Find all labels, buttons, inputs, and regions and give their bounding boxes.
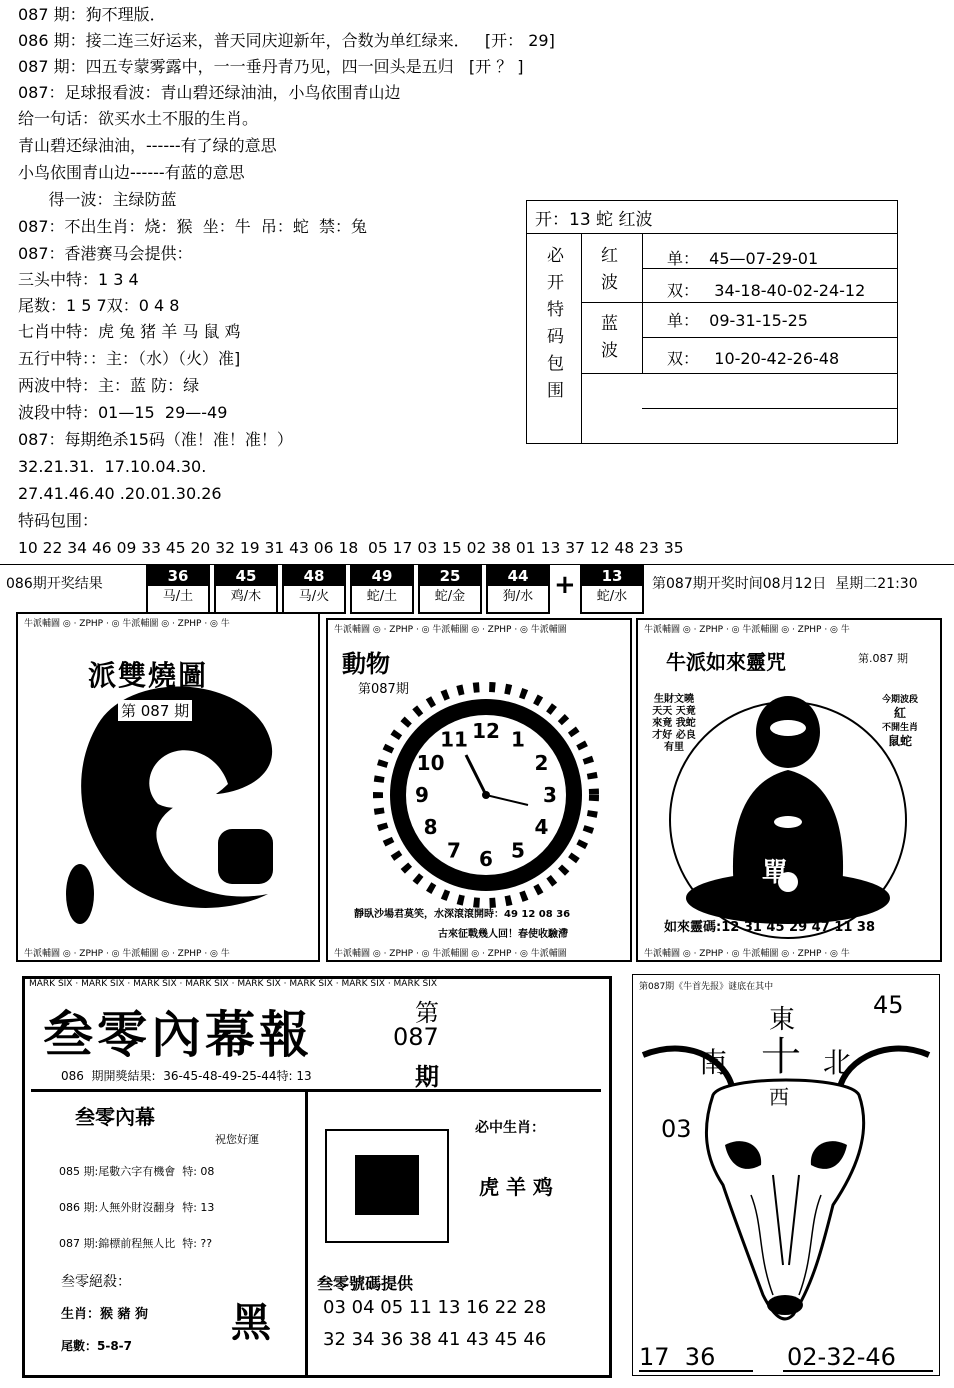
- panel-edge-text: MARK SIX · MARK SIX · MARK SIX · MARK SIX · MARK SIX · MARK SIX · MARK SIX · MARK SIX: [29, 979, 438, 989]
- direction-south: 南: [699, 1046, 728, 1079]
- issue-bottom: 期: [415, 1063, 439, 1091]
- result-ball: 49 蛇/土: [350, 564, 414, 614]
- issue-number: 087: [393, 1023, 439, 1051]
- kill-tail: 尾數：5-8-7: [61, 1339, 133, 1353]
- panel-edge-text: 牛派輔圖 ◎ · ZPHP · ◎ 牛派輔圖 ◎ · ZPHP · ◎ 牛派輔圖: [334, 949, 567, 959]
- sanling-title: 叁零內幕報: [43, 1006, 313, 1064]
- image-frame: [325, 1129, 449, 1243]
- clock-numeral: 12: [472, 719, 500, 743]
- clock-numeral: 11: [440, 727, 468, 752]
- baowei-side-label: 必 开 特 码 包 围: [547, 246, 564, 401]
- clock-caption: 古來征戰幾人回！春使收驗滯: [438, 929, 568, 940]
- direction-west: 西: [769, 1085, 789, 1109]
- clock-numeral: 10: [416, 751, 445, 775]
- must-label: 必中生肖：: [475, 1120, 545, 1136]
- result-ball: 45 鸡/木: [214, 564, 278, 614]
- panel-poem: 生財文曉 天天 天竟 來竟 我蛇 才好 必良 有里: [652, 694, 696, 753]
- sanling-result: 086 期開獎結果: 36-45-48-49-25-44特: 13: [61, 1069, 312, 1083]
- red-wave-label: 红波: [601, 246, 618, 293]
- panel-title: 動物: [342, 650, 390, 678]
- text-line: 波段中特：01—15 29—-49: [18, 403, 228, 422]
- text-line: 087：足球报看波：青山碧还绿油油，小鸟依围青山边: [18, 83, 401, 102]
- text-line: 087：不出生肖：烧：猴 坐：牛 吊：蛇 禁：兔: [18, 217, 368, 236]
- kill-heading: 叁零絕殺：: [61, 1274, 131, 1290]
- issue-top: 第: [415, 999, 439, 1027]
- text-line: 小鸟依围青山边------有蓝的意思: [18, 163, 245, 182]
- blue-double: 双： 10-20-42-26-48: [667, 349, 840, 368]
- text-line: 尾数：1 5 7双：0 4 8: [18, 296, 180, 315]
- must-values: 虎 羊 鸡: [479, 1175, 553, 1199]
- clock-numeral: 5: [511, 838, 525, 863]
- blue-wave-label: 蓝波: [601, 314, 618, 361]
- red-single: 单： 45—07-29-01: [667, 249, 819, 268]
- clock-numeral: 1: [511, 727, 525, 752]
- panel-issue: 第087期: [358, 682, 409, 697]
- special-ball: 13 蛇/水: [580, 564, 644, 614]
- clock-numeral: 4: [534, 815, 549, 839]
- plus-sign: +: [554, 570, 576, 600]
- text-line: 三头中特：1 3 4: [18, 270, 139, 289]
- entry: 085 期:尾數六字有機會 特: 08: [59, 1165, 215, 1178]
- number-line: 10 22 34 46 09 33 45 20 32 19 31 43 06 18 05 17 03 15 02 38 01 13 37 12 48 23 35: [18, 539, 684, 557]
- panel-issue: 第 087 期: [118, 700, 192, 721]
- bottom-left-numbers: 17 36: [639, 1343, 716, 1371]
- clock-numeral: 9: [415, 783, 429, 807]
- seal-mark: 單: [762, 858, 789, 888]
- panel-edge-text: 牛派輔圖 ◎ · ZPHP · ◎ 牛派輔圖 ◎ · ZPHP · ◎ 牛: [644, 625, 850, 635]
- clock-numeral: 8: [423, 815, 438, 839]
- skull-top-text: 第087期《牛首先报》谜底在其中: [639, 982, 774, 992]
- baowei-header: 开：13 蛇 红波: [535, 210, 653, 230]
- panel-sanling: [22, 976, 612, 1378]
- text-line: 特码包围：: [18, 511, 99, 530]
- text-line: 五行中特：：主：（水）（火）准]: [18, 349, 241, 368]
- text-line: 给一句话：欲买水土不服的生肖。: [18, 109, 259, 128]
- text-line: 087：香港赛马会提供：: [18, 244, 193, 263]
- rulai-numbers: 如來靈碼:12 31 45 29 47 11 38: [664, 920, 875, 935]
- text-line: 087 期：狗不理版．: [18, 5, 166, 24]
- text-line: 32.21.31. 17.10.04.30.: [18, 457, 207, 476]
- buddha-figure: [638, 620, 940, 960]
- text-line: 087 期：四五专蒙雾露中，一一垂丹青乃见，四一回头是五归 [开 ？ ]: [18, 57, 524, 76]
- result-ball: 48 马/火: [282, 564, 346, 614]
- direction-east: 東: [769, 1005, 796, 1035]
- baowei-box: [526, 200, 898, 444]
- result-ball: 36 马/土: [146, 564, 210, 614]
- panel-edge-text: 牛派輔圖 ◎ · ZPHP · ◎ 牛派輔圖 ◎ · ZPHP · ◎ 牛派輔圖: [334, 625, 567, 635]
- red-double: 双： 34-18-40-02-24-12: [667, 281, 866, 300]
- panel-edge-text: 牛派輔圖 ◎ · ZPHP · ◎ 牛派輔圖 ◎ · ZPHP · ◎ 牛: [24, 949, 230, 959]
- panel-side-info: 今期波段 紅 不開生肖 鼠蛇: [881, 695, 918, 748]
- sub-right: 祝您好運: [215, 1133, 259, 1146]
- entry: 087 期:錦標前程無人比 特: ??: [59, 1237, 213, 1250]
- text-line: 七肖中特：虎 兔 猪 羊 马 鼠 鸡: [18, 322, 241, 341]
- panel-title: 牛派如來靈咒: [666, 650, 786, 674]
- panel-rulai: [636, 618, 942, 962]
- sub-heading: 叁零內幕: [75, 1105, 155, 1129]
- stamp-char: 黑: [231, 1300, 271, 1346]
- bottom-right-numbers: 02-32-46: [787, 1343, 896, 1371]
- left-number: 03: [661, 1115, 692, 1143]
- clock-numeral: 6: [479, 847, 493, 871]
- result-ball: 25 蛇/金: [418, 564, 482, 614]
- numbers-row: 03 04 05 11 13 16 22 28: [323, 1297, 547, 1318]
- text-line: 青山碧还绿油油，------有了绿的意思: [18, 136, 277, 155]
- numbers-row: 32 34 36 38 41 43 45 46: [323, 1329, 547, 1350]
- text-line: 两波中特：主：蓝 防：绿: [18, 376, 200, 395]
- panel-animal-clock: [326, 618, 632, 962]
- panel-edge-text: 牛派輔圖 ◎ · ZPHP · ◎ 牛派輔圖 ◎ · ZPHP · ◎ 牛: [24, 619, 230, 629]
- panel-skull: [632, 974, 940, 1376]
- kill-zodiac: 生肖：猴 豬 狗: [61, 1307, 149, 1322]
- clock-numeral: 3: [543, 783, 557, 807]
- text-line: 27.41.46.40 .20.01.30.26: [18, 484, 222, 503]
- clock-caption: 靜臥沙場君莫笑，水深滾滾開時：49 12 08 36: [354, 909, 571, 920]
- clock-numeral: 2: [534, 751, 549, 775]
- direction-north: 北: [823, 1046, 852, 1079]
- text-line: 086 期：接二连三好运来，普天同庆迎新年，合数为单红绿来． [开： 29]: [18, 31, 555, 50]
- blue-single: 单： 09-31-15-25: [667, 311, 808, 330]
- numbers-label: 叁零號碼提供: [317, 1274, 414, 1293]
- panel-title: 派雙燒圖: [88, 659, 209, 692]
- result-ball: 44 狗/水: [486, 564, 550, 614]
- draw-time: 第087期开奖时间08月12日 星期二21:30: [652, 576, 918, 592]
- panel-pai-shuang: [16, 612, 320, 962]
- panel-edge-text: 牛派輔圖 ◎ · ZPHP · ◎ 牛派輔圖 ◎ · ZPHP · ◎ 牛: [644, 949, 850, 959]
- clock-numeral: 7: [447, 838, 461, 863]
- panel-issue: 第.087 期: [858, 652, 908, 665]
- entry: 086 期:人無外財沒翻身 特: 13: [59, 1201, 215, 1214]
- direction-cross: 十: [761, 1034, 801, 1080]
- corner-number: 45: [873, 991, 904, 1019]
- text-line: 得一波：主绿防蓝: [18, 190, 177, 209]
- seal-icon: [355, 1155, 419, 1215]
- text-line: 087：每期绝杀15码（准！准！准！）: [18, 430, 293, 449]
- results-label: 086期开奖结果: [6, 576, 103, 592]
